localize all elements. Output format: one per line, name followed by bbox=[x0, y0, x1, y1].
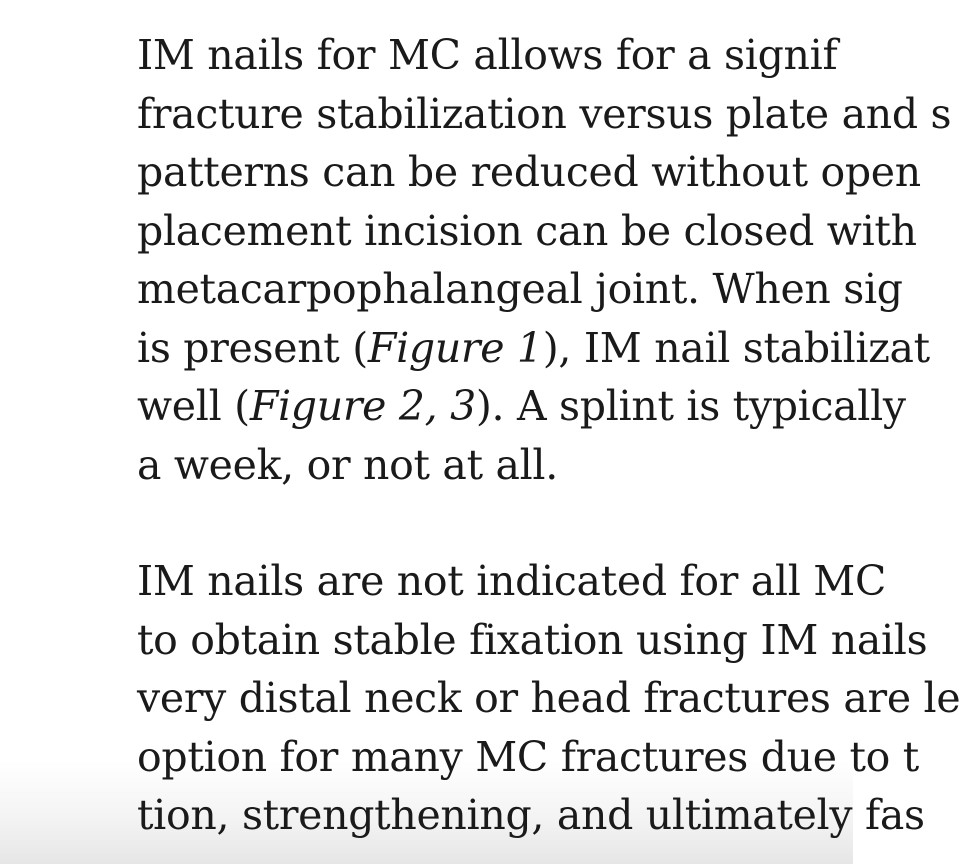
figure-reference[interactable]: Figure 1 bbox=[367, 323, 543, 372]
text-line bbox=[137, 202, 917, 261]
text-run: metacarpophalangeal joint. When sig bbox=[137, 265, 903, 313]
text-run: very distal neck or head fractures are le bbox=[137, 674, 960, 722]
text-line bbox=[137, 260, 903, 319]
text-line bbox=[137, 26, 853, 85]
text-run: ). A splint is typically bbox=[475, 382, 906, 430]
text-line bbox=[137, 85, 952, 144]
text-run: is present ( bbox=[137, 323, 368, 372]
article-body bbox=[137, 26, 960, 845]
text-run: to obtain stable fixation using IM nails bbox=[137, 615, 928, 664]
text-run: option for many MC fractures due to t bbox=[137, 732, 919, 781]
text-run: placement incision can be closed with bbox=[137, 206, 917, 255]
text-run: tion, strengthening, and ultimately fas bbox=[137, 791, 925, 839]
text-run: patterns can be reduced without open bbox=[137, 148, 921, 196]
text-line bbox=[137, 319, 930, 378]
text-run: well ( bbox=[137, 382, 250, 430]
text-line bbox=[137, 728, 919, 787]
figure-reference[interactable]: Figure 2, 3 bbox=[249, 382, 476, 430]
text-run: a week, or not at all. bbox=[137, 440, 558, 489]
text-run: ), IM nail stabilizat bbox=[542, 323, 930, 372]
text-run: IM nails for MC allows for a signif bbox=[137, 31, 838, 79]
paragraph-im-nail-benefits bbox=[137, 26, 952, 494]
text-run: IM nails are not indicated for all MC bbox=[137, 557, 887, 605]
text-line bbox=[137, 669, 960, 728]
text-line bbox=[137, 143, 921, 202]
text-line bbox=[137, 611, 928, 670]
text-line bbox=[137, 377, 906, 436]
text-run: fracture stabilization versus plate and s bbox=[137, 89, 952, 138]
paragraph-im-nail-indications bbox=[137, 552, 960, 845]
text-line bbox=[137, 552, 887, 611]
text-line bbox=[137, 786, 925, 845]
text-line bbox=[137, 436, 853, 495]
